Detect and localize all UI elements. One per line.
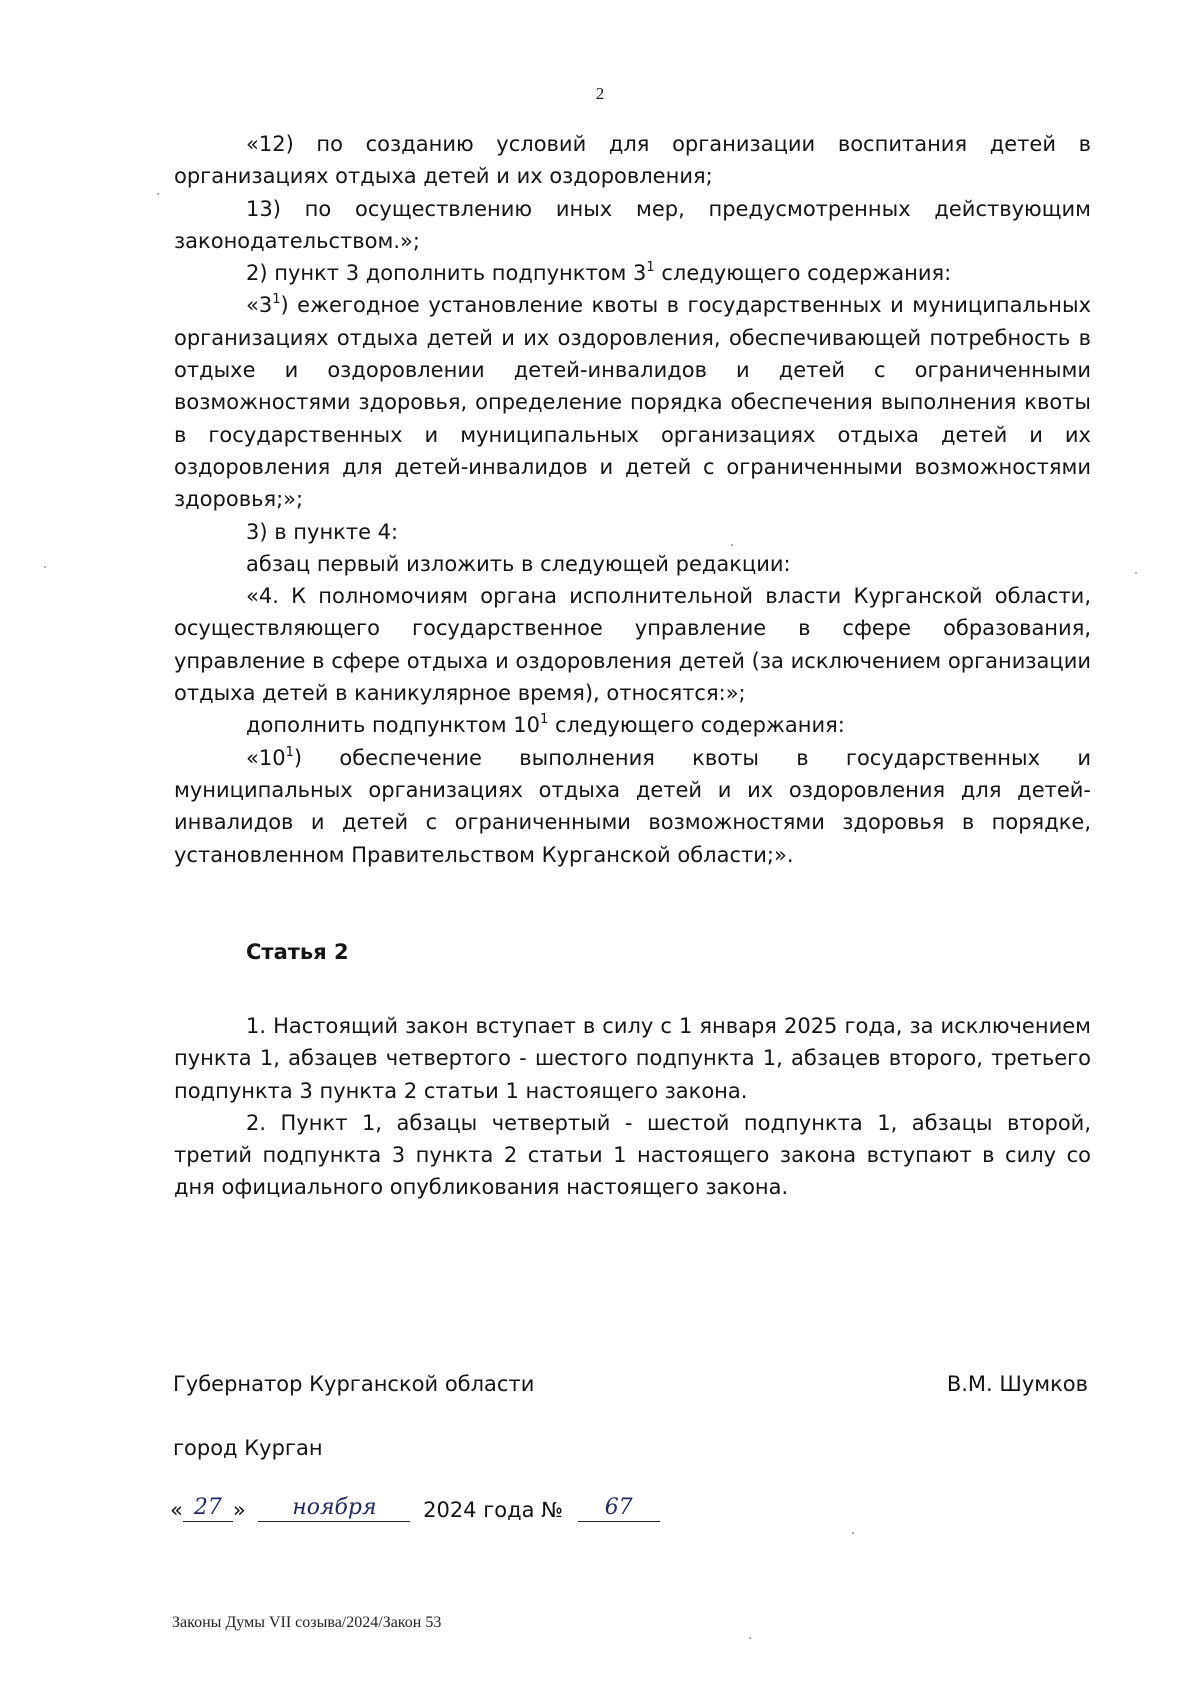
scan-speck — [731, 544, 733, 546]
scan-speck — [749, 1637, 751, 1639]
scan-speck — [852, 1532, 854, 1534]
date-line — [170, 1495, 660, 1522]
paragraph-sub-3-1-post: ) ежегодное установление квоты в государственных и муниципальных организациях отдыха детей и их оздоровления, обеспечивающей потребность в отдыхе и оздоровлении детей-инвалидов и детей с ограниченными возможностями здоровья, определение порядка обеспечения выполнения квоты в государственных и муниципальных организациях отдыха детей и их оздоровления для детей-инвалидов и детей с ограниченными возможностями здоровья;»; — [174, 293, 1091, 512]
paragraph-point-4: «4. К полномочиям органа исполнительной власти Курганской области, осуществляющего государственное управление в сфере образования, управление в сфере отдыха и оздоровления детей (за исключением организации отдыха детей в каникулярное время), относятся:»; — [174, 584, 1091, 706]
paragraph-add-10-1-post: следующего содержания: — [548, 713, 845, 738]
paragraph-sub-3-1 — [174, 289, 1091, 515]
paragraph-point-3: 3) в пункте 4: — [246, 519, 399, 544]
superscript: 1 — [285, 744, 294, 760]
superscript: 1 — [272, 292, 281, 308]
date-year-text: 2024 года № — [423, 1498, 563, 1522]
date-close-quote: » — [232, 1498, 246, 1522]
date-month: ноября — [258, 1495, 410, 1522]
article-2-paragraph-2: 2. Пункт 1, абзацы четвертый - шестой подпункта 1, абзацы второй, третий подпункта 3 пункта 2 статьи 1 настоящего закона вступают в силу со дня официального опубликования настоящего закона. — [174, 1110, 1091, 1200]
paragraph-sub-10-1 — [174, 742, 1091, 871]
article-2-text — [174, 1010, 1091, 1204]
paragraph-first-abzac: абзац первый изложить в следующей редакции: — [246, 551, 791, 576]
article-heading: Статья 2 — [246, 940, 349, 964]
city: город Курган — [173, 1436, 323, 1460]
scan-speck — [157, 193, 159, 195]
law-number: 67 — [578, 1495, 660, 1522]
paragraph-12: «12) по созданию условий для организации воспитания детей в организациях отдыха детей и их оздоровления; — [174, 132, 1091, 189]
superscript: 1 — [646, 260, 655, 276]
date-open-quote: « — [170, 1498, 183, 1522]
paragraph-point-2 — [174, 257, 1091, 289]
paragraph-add-10-1 — [174, 709, 1091, 741]
scan-speck — [44, 566, 46, 568]
paragraph-13: 13) по осуществлению иных мер, предусмотренных действующим законодательством.»; — [174, 196, 1091, 253]
signatory-title: Губернатор Курганской области — [173, 1372, 535, 1396]
paragraph-sub-10-1-pre: «10 — [246, 745, 286, 770]
paragraph-add-10-1-pre: дополнить подпунктом 10 — [246, 713, 541, 738]
paragraph-point-2-pre: 2) пункт 3 дополнить подпунктом 3 — [246, 261, 647, 286]
signatory-name: В.М. Шумков — [946, 1372, 1088, 1396]
superscript: 1 — [540, 712, 549, 728]
law-amendments-text — [174, 128, 1091, 871]
footer: Законы Думы VII созыва/2024/Закон 53 — [172, 1614, 442, 1631]
date-day: 27 — [183, 1495, 233, 1522]
page-number: 2 — [595, 84, 605, 103]
paragraph-sub-10-1-post: ) обеспечение выполнения квоты в государственных и муниципальных организациях отдыха детей и их оздоровления для детей-инвалидов и детей с ограниченными возможностями здоровья в порядке, установленном Правительством Курганской области;». — [174, 745, 1091, 867]
paragraph-sub-3-1-pre: «3 — [246, 293, 273, 318]
scan-speck — [1135, 572, 1137, 574]
paragraph-point-2-post: следующего содержания: — [654, 261, 952, 286]
article-2-paragraph-1: 1. Настоящий закон вступает в силу с 1 января 2025 года, за исключением пункта 1, абзацев четвертого - шестого подпункта 1, абзацев второго, третьего подпункта 3 пункта 2 статьи 1 настоящего закона. — [174, 1014, 1091, 1103]
